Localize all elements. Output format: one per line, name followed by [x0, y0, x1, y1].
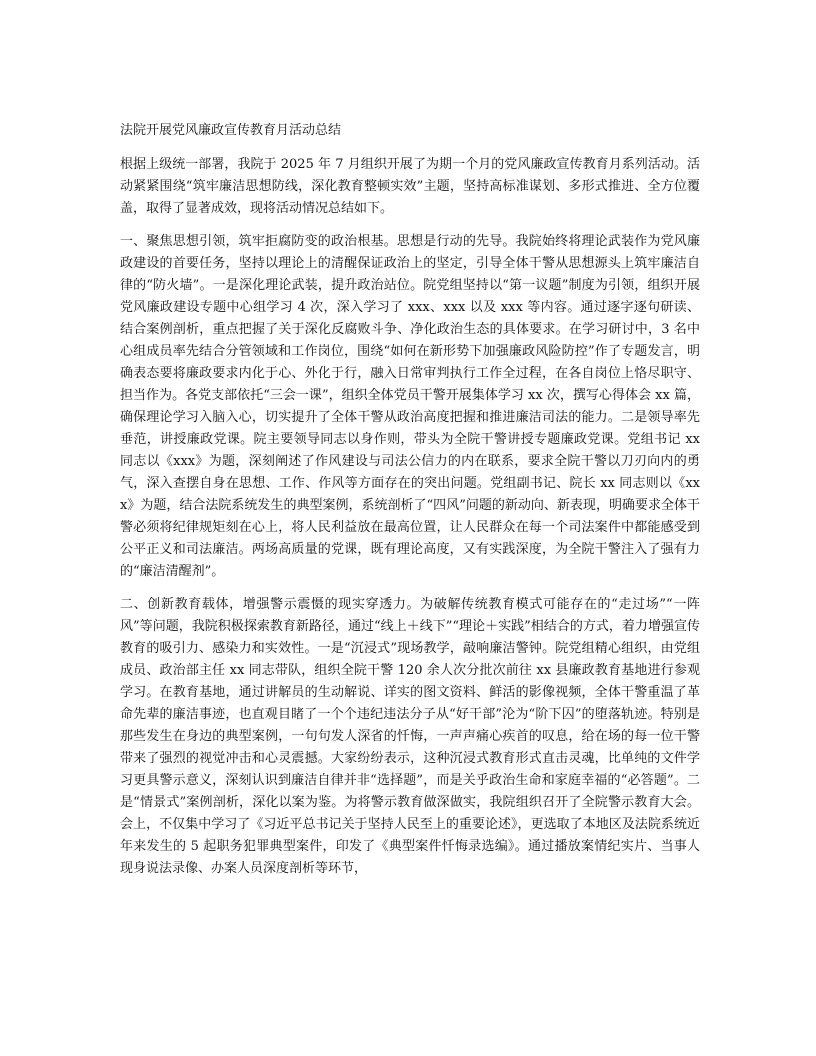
paragraph-intro: 根据上级统一部署，我院于 2025 年 7 月组织开展了为期一个月的党风廉政宣传教育月系列活动。活动紧紧围绕“筑牢廉洁思想防线，深化教育整顿实效”主题，坚持高标准谋划、多形式推进、全方位覆盖，取得了显著成效，现将活动情况总结如下。 [120, 157, 700, 216]
document-page [120, 122, 700, 891]
paragraph-section-two: 二、创新教育载体，增强警示震慑的现实穿透力。为破解传统教育模式可能存在的“走过场”“一阵风”等问题，我院积极探索教育新路径，通过“线上＋线下”“理论＋实践”相结合的方式，着力增强宣传教育的吸引力、感染力和实效性。一是“沉浸式”现场教学，敲响廉洁警钟。院党组精心组织，由党组成员、政治部主任 xx 同志带队，组织全院干警 120 余人次分批次前往 xx 县廉政教育基地进行参观学习。在教育基地，通过讲解员的生动解说、详实的图文资料、鲜活的影像视频，全体干警重温了革命先辈的廉洁事迹，也直观目睹了一个个违纪违法分子从“好干部”沦为“阶下囚”的堕落轨迹。特别是那些发生在身边的典型案例，一句句发人深省的忏悔，一声声痛心疾首的叹息，给在场的每一位干警带来了强烈的视觉冲击和心灵震撼。大家纷纷表示，这种沉浸式教育形式直击灵魂，比单纯的文件学习更具警示意义，深刻认识到廉洁自律并非“选择题”，而是关乎政治生命和家庭幸福的“必答题”。二是“情景式”案例剖析，深化以案为鉴。为将警示教育做深做实，我院组织召开了全院警示教育大会。会上，不仅集中学习了《习近平总书记关于坚持人民至上的重要论述》，更选取了本地区及法院系统近年来发生的 5 起职务犯罪典型案件，印发了《典型案件忏悔录选编》。通过播放案情纪实片、当事人现身说法录像、办案人员深度剖析等环节， [120, 597, 700, 876]
document-title: 法院开展党风廉政宣传教育月活动总结 [120, 123, 342, 138]
paragraph-section-one: 一、聚焦思想引领，筑牢拒腐防变的政治根基。思想是行动的先导。我院始终将理论武装作为党风廉政建设的首要任务，坚持以理论上的清醒保证政治上的坚定，引导全体干警从思想源头上筑牢廉洁自律的“防火墙”。一是深化理论武装，提升政治站位。院党组坚持以“第一议题”制度为引领，组织开展党风廉政建设专题中心组学习 4 次，深入学习了 xxx、xxx 以及 xxx 等内容。通过逐字逐句研读、结合案例剖析，重点把握了关于深化反腐败斗争、净化政治生态的具体要求。在学习研讨中，3 名中心组成员率先结合分管领域和工作岗位，围绕“如何在新形势下加强廉政风险防控”作了专题发言，明确表态要将廉政要求内化于心、外化于行，融入日常审判执行工作全过程，在各自岗位上恪尽职守、担当作为。各党支部依托“三会一课”，组织全体党员干警开展集体学习 xx 次，撰写心得体会 xx 篇，确保理论学习入脑入心，切实提升了全体干警从政治高度把握和推进廉洁司法的能力。二是领导率先垂范，讲授廉政党课。院主要领导同志以身作则，带头为全院干警讲授专题廉政党课。党组书记 xx 同志以《xxx》为题，深刻阐述了作风建设与司法公信力的内在联系，要求全院干警以刀刃向内的勇气，深入查摆自身在思想、工作、作风等方面存在的突出问题。党组副书记、院长 xx 同志则以《xxx》为题，结合法院系统发生的典型案例，系统剖析了“四风”问题的新动向、新表现，明确要求全体干警必须将纪律规矩刻在心上，将人民利益放在最高位置，让人民群众在每一个司法案件中都能感受到公平正义和司法廉洁。两场高质量的党课，既有理论高度，又有实践深度，为全院干警注入了强有力的“廉洁清醒剂”。 [120, 234, 700, 579]
